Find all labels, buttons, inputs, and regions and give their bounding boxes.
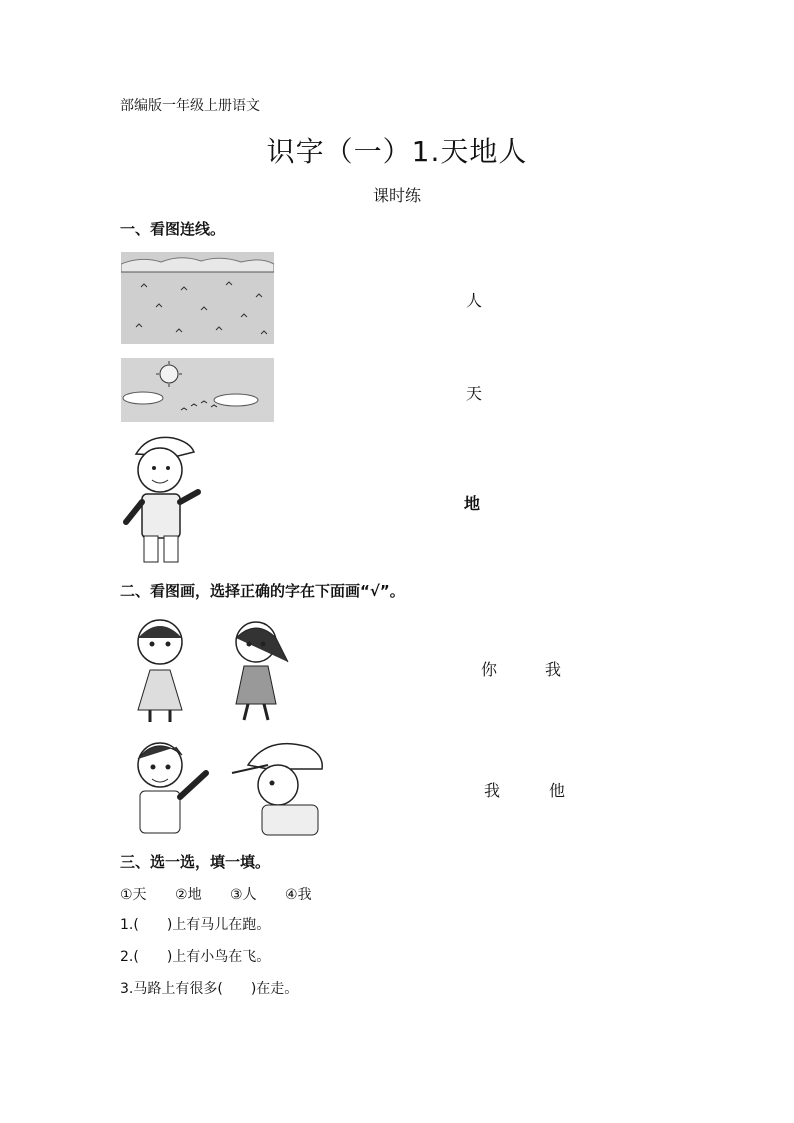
question-1: 1.( )上有马儿在跑。 xyxy=(120,917,271,933)
section2-heading: 二、看图画，选择正确的字在下面画“√”。 xyxy=(120,582,405,600)
match-word-tian: 天 xyxy=(466,384,483,403)
row2-option-ta: 他 xyxy=(549,781,566,800)
option-3: ③人 xyxy=(230,887,257,903)
match-word-ren: 人 xyxy=(466,291,483,310)
section1-heading: 一、看图连线。 xyxy=(120,220,226,238)
page-title: 识字（一）1.天地人 xyxy=(266,135,528,168)
girl1-picture xyxy=(120,610,205,724)
header-note: 部编版一年级上册语文 xyxy=(120,98,260,114)
boy3-picture xyxy=(228,735,333,839)
sky-picture xyxy=(121,358,274,422)
section3-heading: 三、选一选，填一填。 xyxy=(120,853,271,871)
boy2-picture xyxy=(120,733,215,841)
options-row xyxy=(120,884,336,904)
match-word-di: 地 xyxy=(464,494,481,513)
land-picture xyxy=(121,252,274,344)
row1-option-ni: 你 xyxy=(481,660,498,679)
page-subtitle: 课时练 xyxy=(372,186,421,205)
option-1: ①天 xyxy=(120,887,147,903)
boy-picture xyxy=(118,432,218,568)
row1-option-wo: 我 xyxy=(545,660,562,679)
question-3: 3.马路上有很多( )在走。 xyxy=(120,981,299,997)
option-4: ④我 xyxy=(285,887,312,903)
question-2: 2.( )上有小鸟在飞。 xyxy=(120,949,271,965)
girl2-picture xyxy=(218,612,298,724)
row2-option-wo: 我 xyxy=(484,781,501,800)
option-2: ②地 xyxy=(175,887,202,903)
